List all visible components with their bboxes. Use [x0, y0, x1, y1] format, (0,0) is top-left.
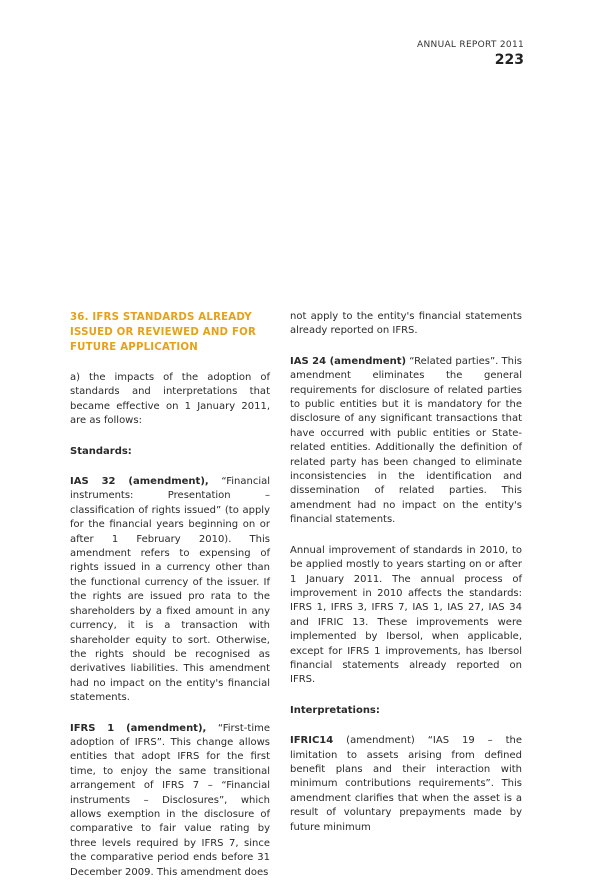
standards-heading: Standards: — [70, 445, 132, 457]
left-column — [70, 310, 270, 896]
ias32-paragraph — [70, 475, 270, 706]
page-header — [417, 40, 524, 69]
ifric14-text: (amendment) “IAS 19 – the limitation to assets arising from defined benefit plans and their interaction with minimum contributions requirements”. This amendment clarifies that when the asset is a result of voluntary prepayments made by future minimum — [290, 735, 522, 833]
section-title: 36. IFRS STANDARDS ALREADY ISSUED OR REVIEWED AND FOR FUTURE APPLICATION — [70, 312, 257, 353]
ifrs1-text: “First-time adoption of IFRS”. This change allows entities that adopt IFRS for the first time, to enjoy the same transitional arrangement of IFRS 7 – “Financial instruments – Disclosures”, which allows exemption in the disclosure of comparative to fair value rating by three levels required by IFRS 7, since the comparative period ends before 31 December 2009. This amendment does — [70, 722, 270, 878]
ias24-title: IAS 24 (amendment) — [290, 355, 407, 367]
ias32-title: IAS 32 (amendment), — [70, 476, 209, 488]
report-label: ANNUAL REPORT 2011 — [417, 40, 524, 50]
ifric14-title: IFRIC14 — [290, 735, 334, 747]
intro-paragraph: a) the impacts of the adoption of standards and interpretations that became effective on 1 January 2011, are as follows: — [70, 372, 270, 427]
ifrs1-title: IFRS 1 (amendment), — [70, 722, 207, 734]
continuation-paragraph: not apply to the entity's financial statements already reported on IFRS. — [290, 311, 522, 337]
ias24-paragraph — [290, 355, 522, 528]
right-column — [290, 310, 522, 851]
page-number: 223 — [494, 52, 524, 68]
interpretations-heading: Interpretations: — [290, 704, 380, 716]
ias32-text: “Financial instruments: Presentation – classification of rights issued” (to apply for the financial years beginning on or after 1 February 2010). This amendment refers to expensing of rights issued in a currency other than the functional currency of the issuer. If the rights are issued pro rata to the shareholders by a fixed amount in any currency, it is a transaction with shareholder equity to sort. Otherwise, the rights should be recognised as derivatives liabilities. This amendment had no impact on the entity's financial statements. — [70, 476, 271, 704]
annual-improvement-paragraph: Annual improvement of standards in 2010, to be applied mostly to years starting on or after 1 January 2011. The annual process of improvement in 2010 affects the standards: IFRS 1, IFRS 3, IFRS 7, IAS 1, IAS 27, IAS 34 and IFRIC 13. These improvements were implemented by Ibersol, when applicable, except for IFRS 1 improvements, has Ibersol financial statements already reported on IFRS. — [290, 544, 522, 686]
ifrs1-paragraph — [70, 722, 270, 880]
ifric14-paragraph — [290, 734, 522, 835]
ias24-text: “Related parties”. This amendment eliminates the general requirements for disclosure of related parties to public entities but it is mandatory for the disclosure of any significant transactions that have occurred with public entities or State-related entities. Additionally the definition of related party has been changed to eliminate inconsistencies in the identification and dissemination of related parties. This amendment had no impact on the entity's financial statements. — [290, 355, 522, 526]
